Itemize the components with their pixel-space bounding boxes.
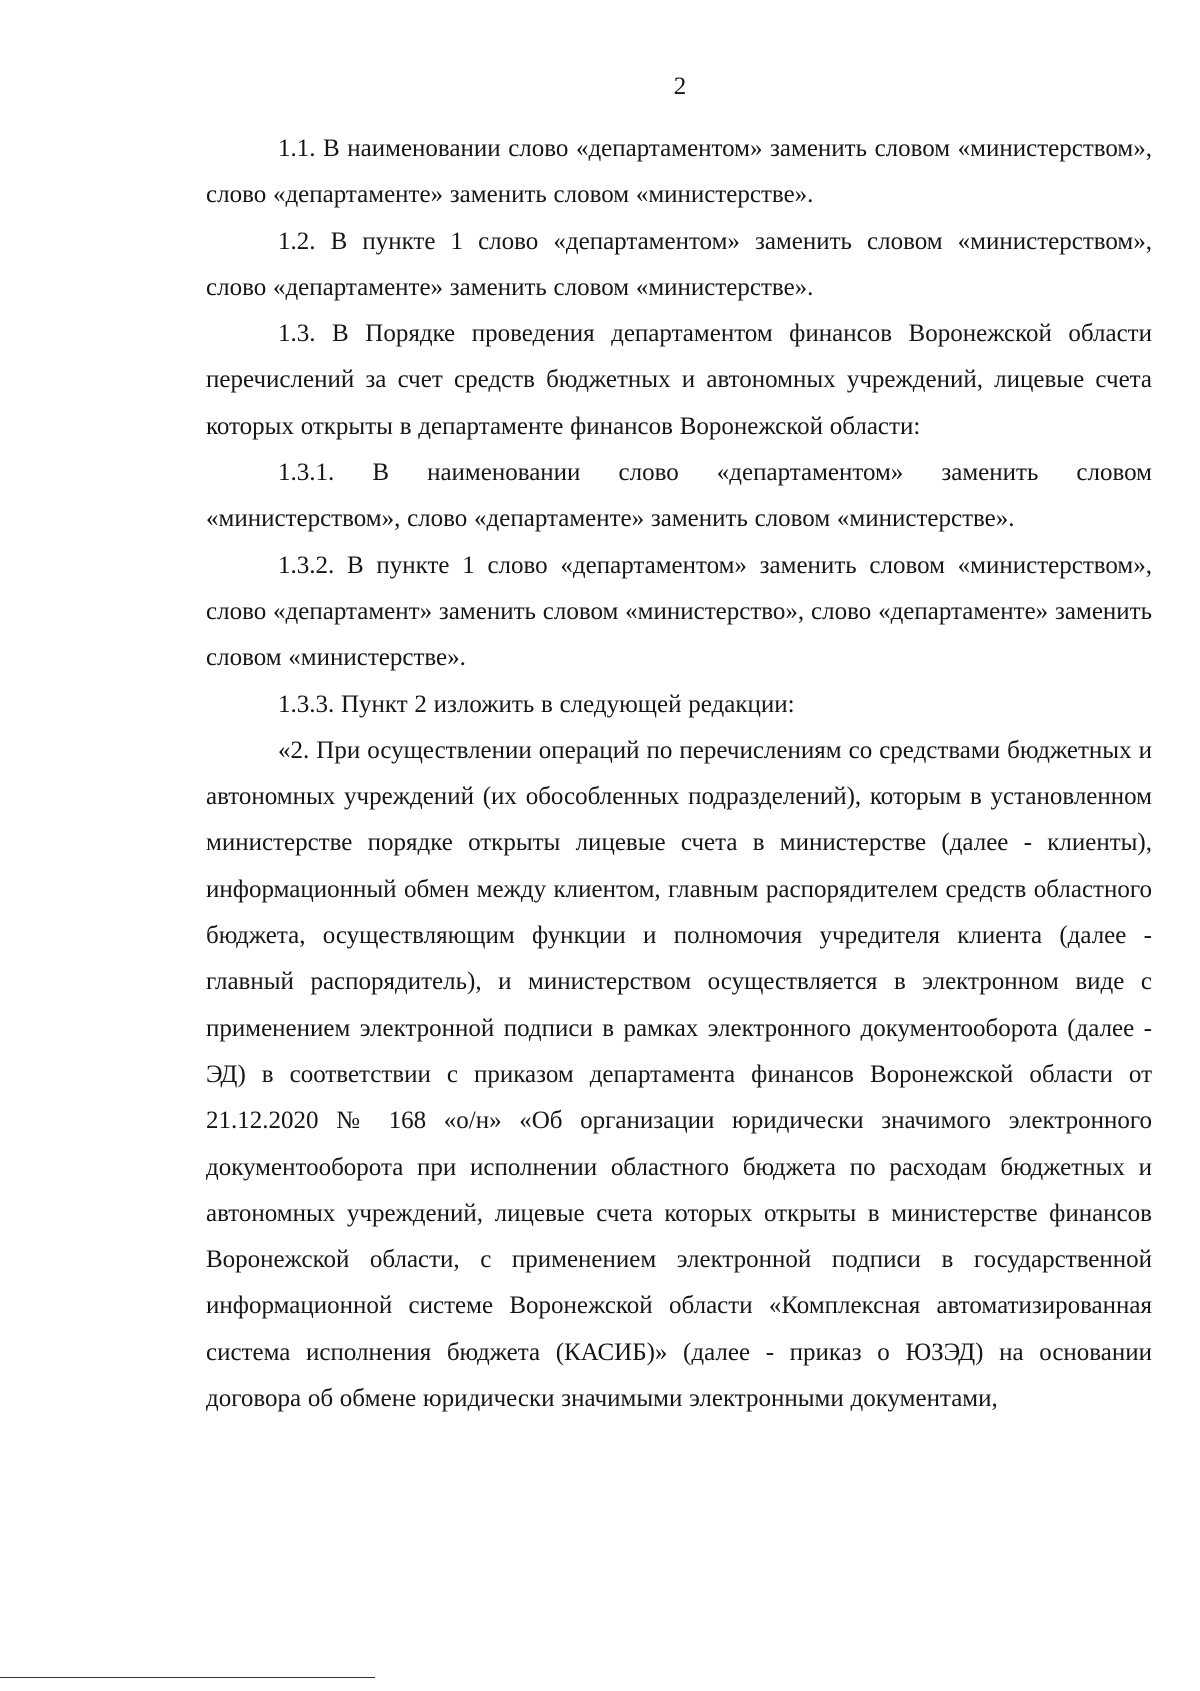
- paragraph-1-3-1: 1.3.1. В наименовании слово «департаментом» заменить словом «министерством», слово «департаменте» заменить словом «министерстве».: [206, 459, 1152, 533]
- paragraph-1-3-3: 1.3.3. Пункт 2 изложить в следующей редакции:: [278, 690, 795, 718]
- paragraph-1-1: 1.1. В наименовании слово «департаментом» заменить словом «министерством», слово «департаменте» заменить словом «министерстве».: [206, 135, 1152, 209]
- document-body: [206, 126, 1152, 1422]
- footer-rule: [0, 1677, 375, 1678]
- paragraph-1-3: 1.3. В Порядке проведения департаментом финансов Воронежской области перечислений за счет средств бюджетных и автономных учреждений, лицевые счета которых открыты в департаменте финансов Воронежской области:: [206, 320, 1152, 440]
- page-number: 2: [673, 73, 687, 100]
- paragraph-1-3-2: 1.3.2. В пункте 1 слово «департаментом» заменить словом «министерством», слово «департамент» заменить словом «министерство», слово «департаменте» заменить словом «министерстве».: [206, 551, 1152, 672]
- paragraph-1-2: 1.2. В пункте 1 слово «департаментом» заменить словом «министерством», слово «департаменте» заменить словом «министерстве».: [206, 227, 1152, 301]
- paragraph-quoted-2: «2. При осуществлении операций по перечислениям со средствами бюджетных и автономных учреждений (их обособленных подразделений), которым в установленном министерстве порядке открыты лицевые счета в министерстве (далее - клиенты), информационный обмен между клиентом, главным распорядителем средств областного бюджета, осуществляющим функции и полномочия учредителя клиента (далее - главный распорядитель), и министерством осуществляется в электронном виде с применением электронной подписи в рамках электронного документооборота (далее - ЭД) в соответствии с приказом департамента финансов Воронежской области от 21.12.2020 № 168 «о/н» «Об организации юридически значимого электронного документооборота при исполнении областного бюджета по расходам бюджетных и автономных учреждений, лицевые счета которых открыты в министерстве финансов Воронежской области, с применением электронной подписи в государственной информационной системе Воронежской области «Комплексная автоматизированная система исполнения бюджета (КАСИБ)» (далее - приказ о ЮЗЭД) на основании договора об обмене юридически значимыми электронными документами,: [206, 736, 1152, 1413]
